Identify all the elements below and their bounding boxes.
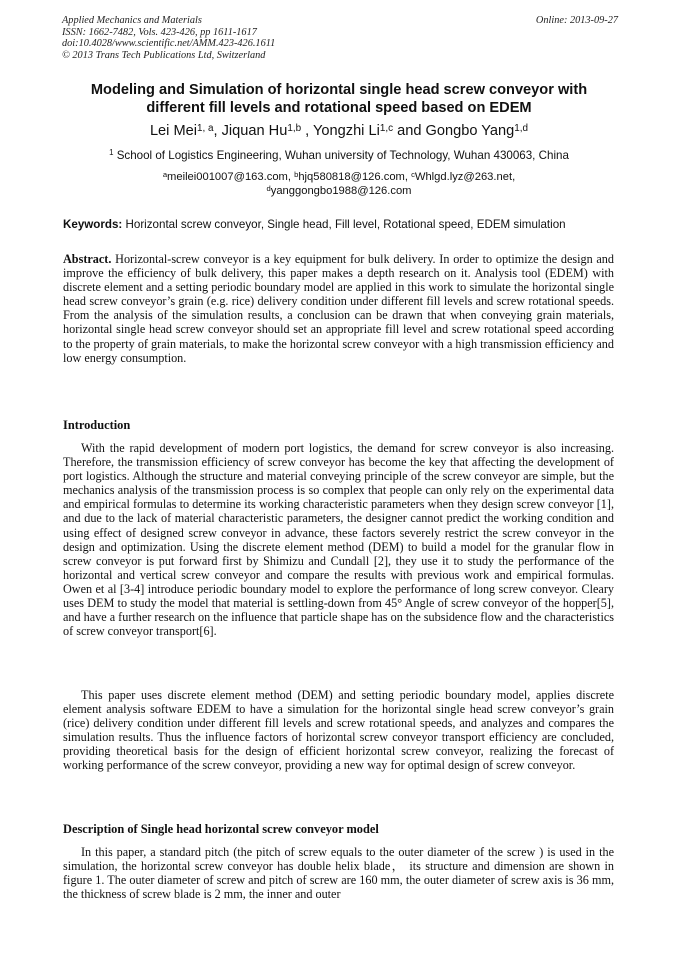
- affiliation-text: School of Logistics Engineering, Wuhan university of Technology, Wuhan 430063, China: [116, 149, 569, 162]
- email-sup: b: [294, 169, 299, 179]
- author-name: Lei Mei: [149, 123, 197, 139]
- journal-doi: doi:10.4028/www.scientific.net/AMM.423-426.1611: [62, 38, 276, 50]
- journal-header: [62, 15, 618, 61]
- author-affil-sup: 1,b: [287, 122, 302, 134]
- journal-issn: ISSN: 1662-7482, Vols. 423-426, pp 1611-1617: [62, 26, 257, 38]
- author-name: Yongzhi Li: [313, 123, 380, 139]
- author-separator: ,: [301, 123, 314, 139]
- abstract-label: Abstract.: [63, 252, 112, 266]
- author-affil-sup: 1, a: [196, 122, 214, 134]
- keywords-label: Keywords:: [63, 218, 123, 231]
- author-name: Jiquan Hu: [221, 123, 288, 139]
- section-heading-description: Description of Single head horizontal screw conveyor model: [63, 822, 379, 836]
- email-line-1: [30, 170, 648, 184]
- author-name: Gongbo Yang: [425, 123, 515, 139]
- title-line-1: Modeling and Simulation of horizontal single head screw conveyor with: [90, 82, 588, 98]
- author-list: [30, 122, 648, 140]
- keywords: [63, 218, 623, 232]
- author-affil-sup: 1,d: [514, 122, 529, 134]
- email-sup: c: [411, 169, 415, 179]
- email-line-2: [30, 184, 648, 198]
- journal-name: Applied Mechanics and Materials: [62, 15, 202, 26]
- author-separator: ,: [213, 123, 222, 139]
- abstract-text: Horizontal-screw conveyor is a key equipment for bulk delivery. In order to optimize the design and improve the efficiency of bulk delivery, this paper makes a depth research on it. Analysis tool (EDEM) with discrete element and a setting periodic boundary model are applied in this work to simulate the horizontal single head screw conveyor’s grain (e.g. rice) delivery condition under different fill levels and screw rotational speeds. From the analysis of the simulation results, a conclusion can be drawn that when conveying grain materials, horizontal single head screw conveyor should set an appropriate fill level and screw rotational speed according to the property of grain materials, to make the horizontal screw conveyor with a high transmission efficiency and low energy consumption.: [63, 252, 614, 365]
- author-separator: and: [393, 123, 426, 139]
- intro-paragraph-1: With the rapid development of modern port logistics, the demand for screw conveyor is also increasing. Therefore, the transmission efficiency of screw conveyor has become the key that affecting the development of port logistics. Although the structure and material conveying principle of the screw conveyor are simple, but the mechanics analysis of the transmission process is so complex that people can only rely on the experimental data and empirical formulas to determine its working characteristic parameters when they design screw conveyor [1], and due to the lack of material characteristic parameters, the designer cannot predict the working condition and using effect of designed screw conveyor in advance, these factors severely restrict the screw conveyor in the design and optimization. Using the discrete element method (DEM) to build a model for the granular flow in screw conveyor is put forward first by Shimizu and Cundall [2], they use it to study the performance of the horizontal and vertical screw conveyor and compare the results with previous work and empirical formulas. Owen et al [3-4] introduce periodic boundary model to explore the performance of long screw conveyor. Cleary uses DEM to study the model that material is settling-down from 45° Angle of screw conveyor of the hopper[5], and have a further research on the influence that particle shape has on the subsidence flow and the characteristics of screw conveyor transport[6].: [63, 441, 614, 639]
- paper-title: [30, 81, 648, 117]
- journal-copyright: © 2013 Trans Tech Publications Ltd, Switzerland: [62, 49, 266, 61]
- online-date: Online: 2013-09-27: [535, 15, 618, 26]
- abstract: [63, 252, 614, 365]
- description-paragraph-1: In this paper, a standard pitch (the pitch of screw equals to the outer diameter of the screw ) is used in the simulation, the horizontal screw conveyor has double helix blade， its structure and dimension are shown in figure 1. The outer diameter of screw and pitch of screw are 160 mm, the outer diameter of screw axis is 36 mm, the thickness of screw blade is 2 mm, the inner and outer: [63, 845, 614, 902]
- affiliation: [30, 149, 648, 163]
- keywords-text: Horizontal screw conveyor, Single head, Fill level, Rotational speed, EDEM simulation: [122, 218, 566, 231]
- email-b: hjq580818@126.com,: [298, 171, 412, 183]
- title-line-2: different fill levels and rotational speed based on EDEM: [146, 100, 532, 116]
- affiliation-sup: 1: [109, 148, 114, 158]
- email-d: yanggongbo1988@126.com: [270, 185, 412, 197]
- section-heading-introduction: Introduction: [63, 418, 131, 432]
- intro-paragraph-2: This paper uses discrete element method (DEM) and setting periodic boundary model, applies discrete element analysis software EDEM to have a simulation for the horizontal single head screw conveyor’s grain (rice) delivery condition under different fill levels and screw rotational speeds, and analyzes and compares the simulation results. Thus the influence factors of horizontal screw conveyor transport efficiency are concluded, providing theoretical basis for the design of efficient horizontal screw conveyor, realizing the forecast of working performance of the screw conveyor, providing a new way for optimal design of screw conveyor.: [63, 688, 614, 773]
- email-c: Whlgd.lyz@263.net,: [414, 171, 516, 183]
- email-sup: d: [266, 183, 271, 193]
- author-affil-sup: 1,c: [379, 122, 394, 134]
- email-sup: a: [162, 169, 168, 179]
- author-emails: [30, 170, 648, 198]
- email-a: meilei001007@163.com,: [167, 171, 295, 183]
